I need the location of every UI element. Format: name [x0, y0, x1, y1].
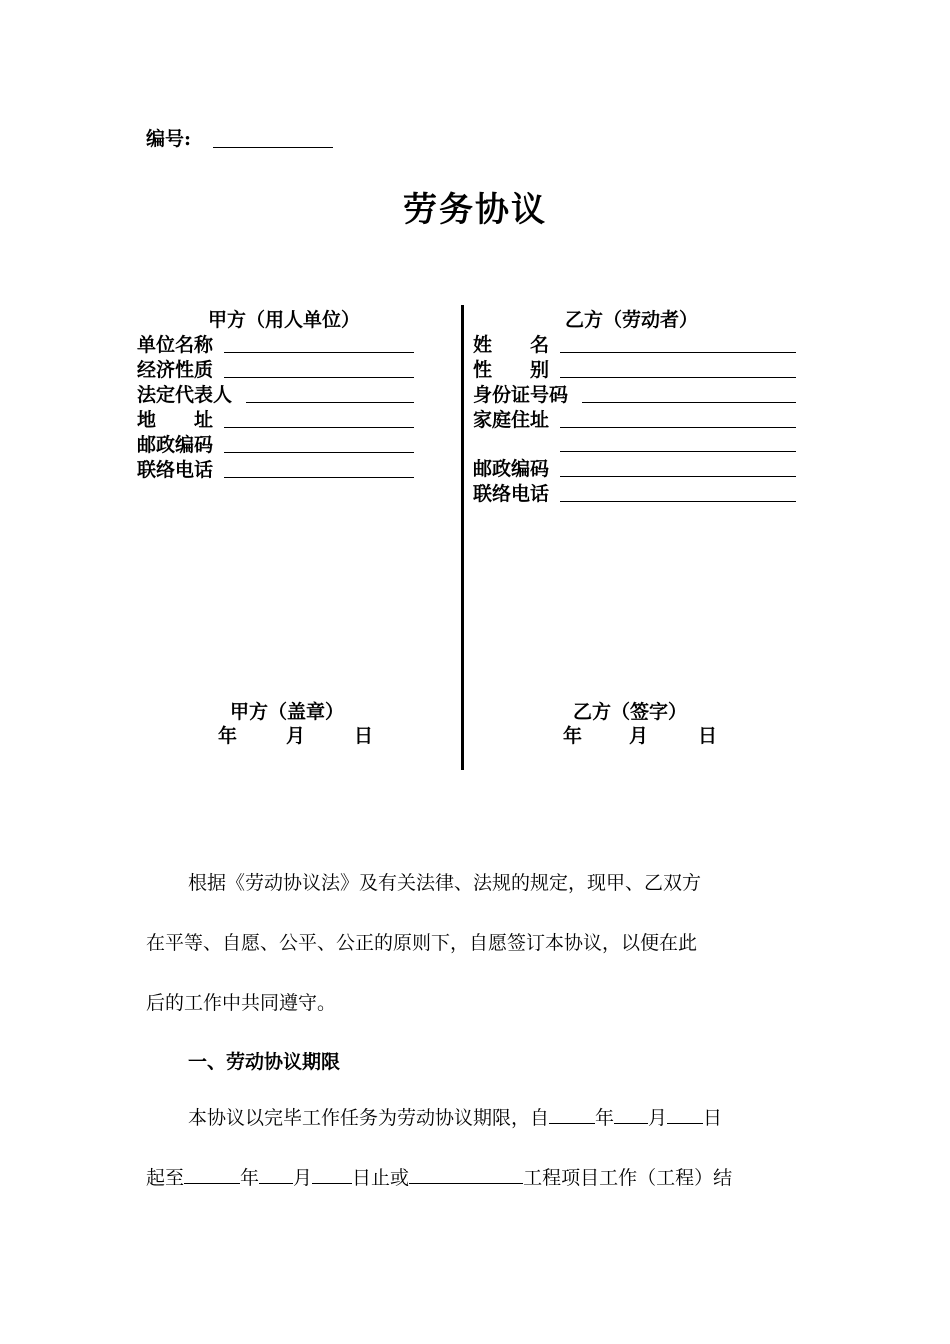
document-title: 劳务协议 [403, 190, 547, 230]
end-month-blank[interactable] [259, 1165, 293, 1184]
party-b-field-blank[interactable] [560, 427, 796, 428]
term-year-label: 年 [595, 1107, 615, 1129]
term-line-2 [146, 1163, 732, 1190]
party-b-signature-label: 乙方（签字） [573, 701, 688, 723]
party-a-field-blank[interactable] [224, 452, 414, 453]
start-year-blank[interactable] [549, 1105, 595, 1124]
term-month-label: 月 [648, 1107, 668, 1129]
party-a-date-year: 年 [218, 725, 238, 747]
party-a-heading: 甲方（用人单位） [208, 309, 361, 331]
party-a-field-label: 邮政编码 [137, 434, 214, 456]
party-b-address-continuation-blank[interactable] [560, 451, 796, 452]
party-b-field-label: 家庭住址 [473, 409, 550, 431]
party-a-field-blank[interactable] [224, 377, 414, 378]
party-a-field-label: 经济性质 [137, 359, 214, 381]
party-b-field-blank[interactable] [582, 402, 796, 403]
party-a-field-blank[interactable] [224, 427, 414, 428]
party-a-field-label: 单位名称 [137, 334, 214, 356]
party-b-date-day: 日 [698, 725, 718, 747]
party-a-field-blank[interactable] [224, 352, 414, 353]
party-b-field-blank[interactable] [560, 501, 796, 502]
party-b-field-label: 联络电话 [473, 483, 550, 505]
term-line-2-prefix: 起至 [146, 1167, 185, 1189]
party-b-field-blank[interactable] [560, 377, 796, 378]
party-a-field-label: 联络电话 [137, 459, 214, 481]
party-b-heading: 乙方（劳动者） [565, 309, 699, 331]
term-day-or-label: 日止或 [352, 1167, 410, 1189]
party-b-field-blank[interactable] [560, 352, 796, 353]
party-a-field-blank[interactable] [224, 477, 414, 478]
party-b-field-label: 身份证号码 [473, 384, 569, 406]
party-a-field-blank[interactable] [246, 402, 414, 403]
end-year-blank[interactable] [184, 1165, 240, 1184]
intro-line: 后的工作中共同遵守。 [146, 992, 337, 1014]
party-b-field-label: 性 别 [473, 359, 550, 381]
term-year-label: 年 [240, 1167, 260, 1189]
party-a-field-label: 地 址 [137, 409, 214, 431]
party-b-field-label: 姓 名 [473, 334, 550, 356]
intro-line: 在平等、自愿、公平、公正的原则下，自愿签订本协议，以便在此 [146, 932, 698, 954]
document-number-label: 编号: [146, 128, 192, 150]
party-b-field-blank[interactable] [560, 476, 796, 477]
term-line-1-prefix: 本协议以完毕工作任务为劳动协议期限，自 [188, 1107, 550, 1129]
end-day-blank[interactable] [312, 1165, 352, 1184]
term-month-label: 月 [293, 1167, 313, 1189]
party-a-date-day: 日 [354, 725, 374, 747]
intro-line: 根据《劳动协议法》及有关法律、法规的规定，现甲、乙双方 [188, 872, 702, 894]
party-a-field-label: 法定代表人 [137, 384, 233, 406]
party-a-date-month: 月 [286, 725, 306, 747]
party-b-field-label: 邮政编码 [473, 458, 550, 480]
party-b-date-year: 年 [563, 725, 583, 747]
section-1-title: 一、劳动协议期限 [188, 1051, 341, 1073]
party-b-date-month: 月 [629, 725, 649, 747]
column-divider [461, 305, 464, 770]
party-a-signature-label: 甲方（盖章） [230, 701, 345, 723]
start-day-blank[interactable] [667, 1105, 703, 1124]
term-line-2-suffix: 工程项目工作（工程）结 [523, 1167, 733, 1189]
start-month-blank[interactable] [614, 1105, 648, 1124]
term-line-1 [188, 1103, 722, 1130]
document-number-blank[interactable] [213, 147, 333, 148]
project-name-blank[interactable] [409, 1165, 523, 1184]
term-day-label: 日 [703, 1107, 723, 1129]
